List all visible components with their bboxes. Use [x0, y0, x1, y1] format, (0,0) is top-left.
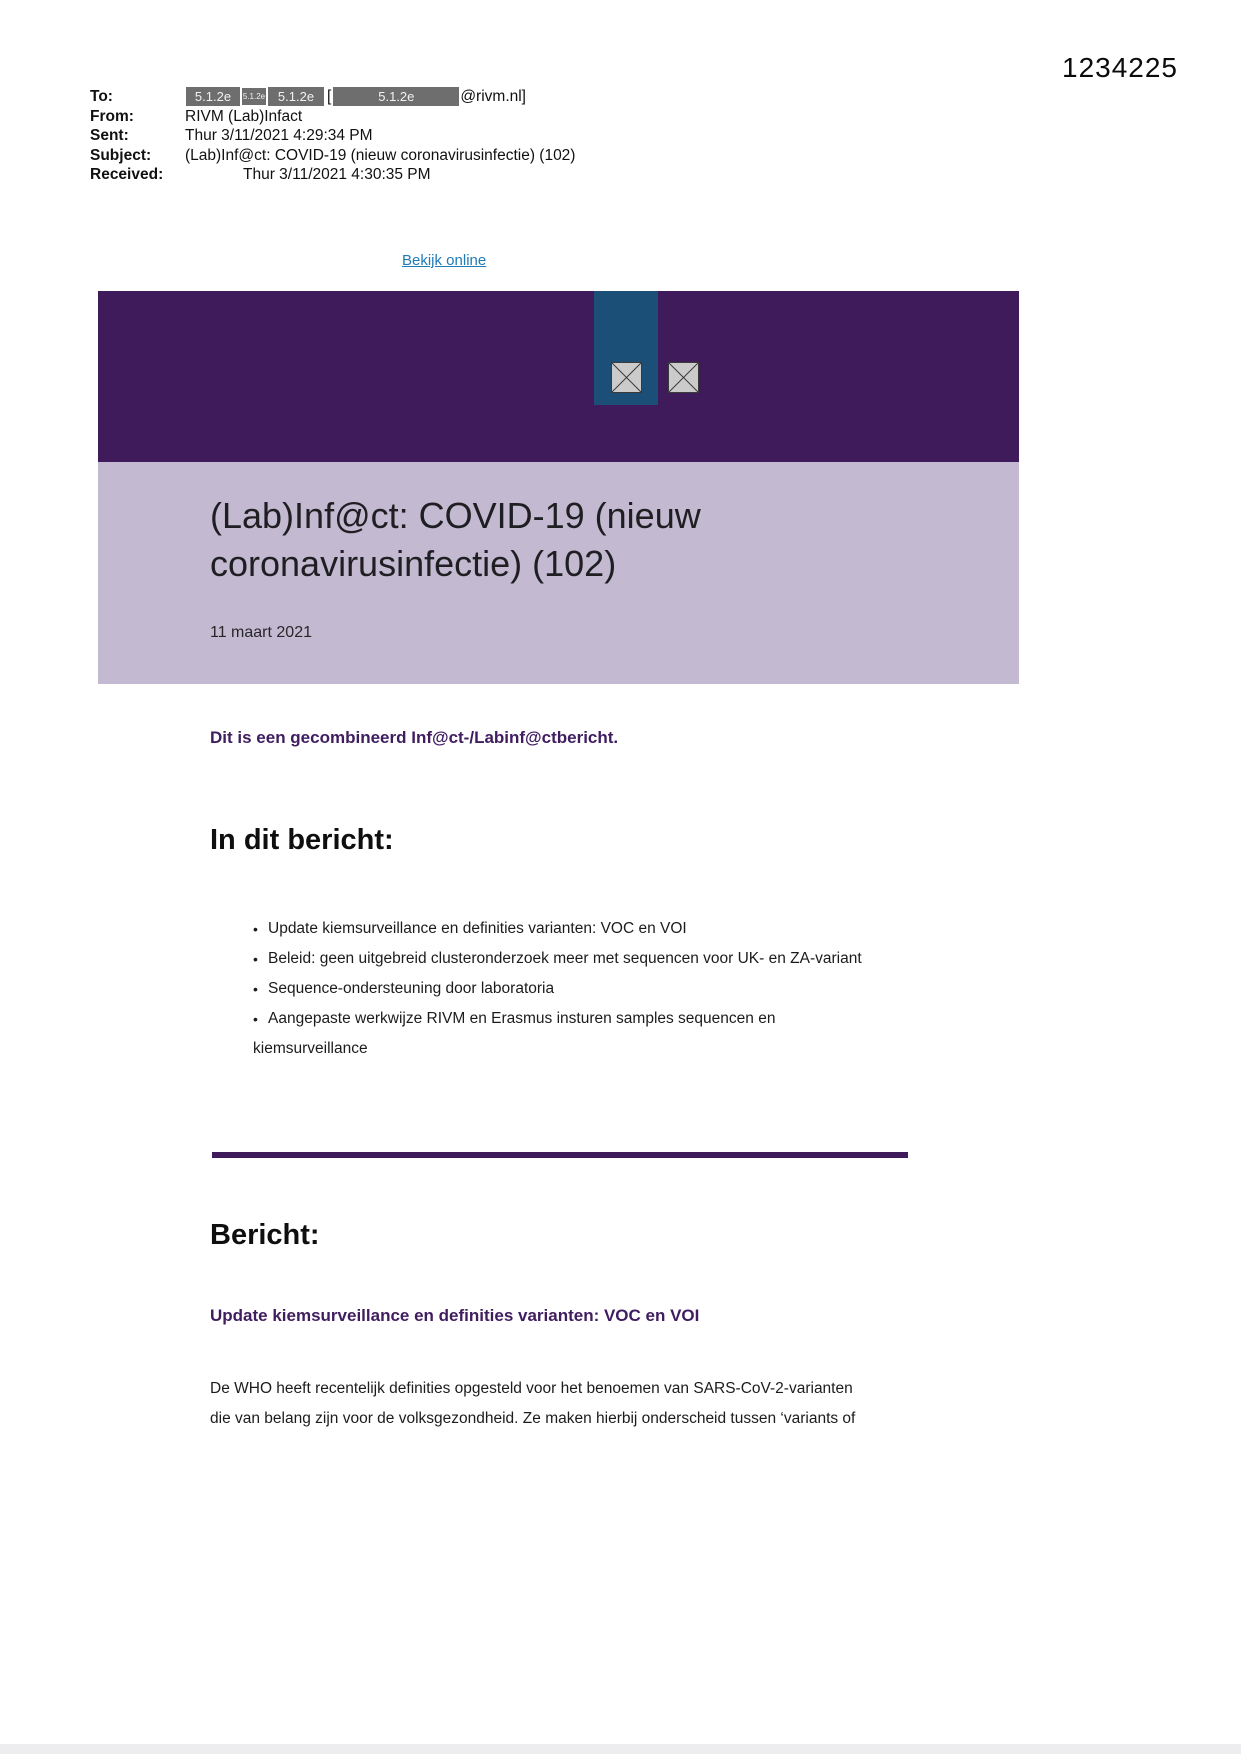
- header-row-subject: [90, 146, 575, 166]
- article-paragraph: [210, 1374, 920, 1433]
- newsletter-title-line1: (Lab)Inf@ct: COVID-19 (nieuw: [210, 495, 701, 536]
- bericht-heading: Bericht:: [210, 1219, 320, 1251]
- newsletter-container: [98, 291, 1019, 684]
- toc-item-label: Beleid: geen uitgebreid clusteronderzoek meer met sequencen voor UK- en ZA-variant: [268, 950, 862, 967]
- newsletter-date: 11 maart 2021: [210, 624, 312, 641]
- view-online-link[interactable]: Bekijk online: [402, 252, 487, 269]
- broken-image-icon: [668, 362, 699, 393]
- article-subheading: Update kiemsurveillance en definities varianten: VOC en VOI: [210, 1306, 700, 1325]
- toc-item: [253, 974, 953, 1004]
- bullet-icon: •: [253, 921, 258, 937]
- toc-item: [253, 944, 953, 974]
- email-header: [90, 87, 575, 185]
- toc-item: [253, 914, 953, 944]
- banner-title-area: [98, 462, 1019, 684]
- received-label: Received:: [90, 166, 164, 183]
- paragraph-line: die van belang zijn voor de volksgezondheid. Ze maken hierbij onderscheid tussen ‘variants of: [210, 1409, 856, 1427]
- bullet-icon: •: [253, 1011, 258, 1027]
- received-value: Thur 3/11/2021 4:30:35 PM: [243, 166, 431, 183]
- banner-header: [98, 291, 1019, 462]
- subject-label: Subject:: [90, 146, 152, 164]
- intro-line: Dit is een gecombineerd Inf@ct-/Labinf@ctbericht.: [210, 728, 619, 747]
- toc-item-label: Aangepaste werkwijze RIVM en Erasmus insturen samples sequencen en: [268, 1010, 776, 1027]
- paragraph-line: De WHO heeft recentelijk definities opgesteld voor het benoemen van SARS-CoV-2-varianten: [210, 1380, 853, 1397]
- from-label: From:: [90, 107, 134, 125]
- to-bracket: [: [327, 88, 332, 105]
- broken-image-icon: [611, 362, 642, 393]
- toc-item-label: Update kiemsurveillance en definities varianten: VOC en VOI: [268, 920, 687, 937]
- header-row-to: [90, 87, 575, 107]
- section-divider: [212, 1152, 908, 1158]
- toc-item: [253, 1004, 953, 1034]
- toc-item-label: Sequence-ondersteuning door laboratoria: [268, 980, 555, 997]
- redaction-box: 5.1.2e: [242, 88, 266, 105]
- subject-value: (Lab)Inf@ct: COVID-19 (nieuw coronavirusinfectie) (102): [185, 146, 576, 164]
- redaction-box: 5.1.2e: [333, 87, 459, 106]
- from-value: RIVM (Lab)Infact: [185, 107, 303, 125]
- newsletter-title-line2: coronavirusinfectie) (102): [210, 543, 617, 584]
- redaction-box: 5.1.2e: [268, 87, 324, 106]
- to-domain: @rivm.nl]: [460, 88, 526, 105]
- to-value: [185, 87, 526, 107]
- sent-value: Thur 3/11/2021 4:29:34 PM: [185, 127, 373, 144]
- to-label: To:: [90, 88, 113, 105]
- sent-label: Sent:: [90, 127, 129, 144]
- header-row-sent: [90, 126, 575, 146]
- in-dit-bericht-heading: In dit bericht:: [210, 824, 394, 856]
- page-bottom-strip: [0, 1744, 1241, 1754]
- redaction-box: 5.1.2e: [186, 87, 240, 106]
- newsletter-title: [210, 492, 1019, 588]
- toc-item-continuation: kiemsurveillance: [253, 1040, 368, 1057]
- header-row-received: [90, 165, 575, 185]
- header-row-from: [90, 107, 575, 127]
- bullet-icon: •: [253, 951, 258, 967]
- bullet-icon: •: [253, 981, 258, 997]
- document-number: 1234225: [1062, 52, 1179, 83]
- toc-list: [253, 914, 953, 1064]
